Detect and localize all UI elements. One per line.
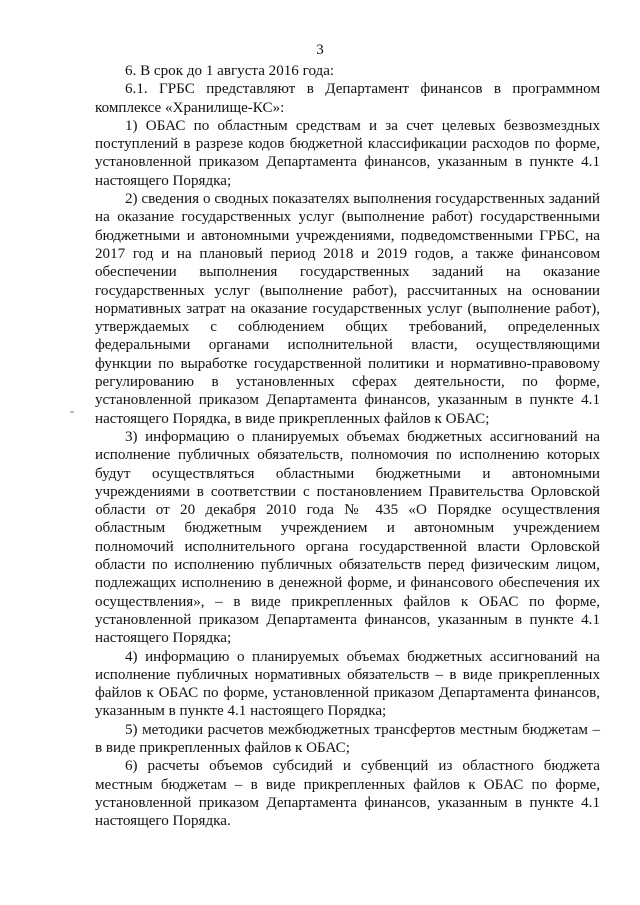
paragraph-deadline: 6. В срок до 1 августа 2016 года: (125, 63, 335, 79)
page-number: 3 (316, 42, 324, 58)
list-item-4: 4) информацию о планируемых объемах бюджетных ассигнований на исполнение публичных нормативных обязательств – в виде прикрепленных файлов к ОБАС по форме, установленной приказом Департамента финансов, указанным в пункте 4.1 настоящего Порядка; (95, 648, 600, 720)
list-item-1: 1) ОБАС по областным средствам и за счет целевых безвозмездных поступлений в разрезе кодов бюджетной классификации расходов по форме, установленной приказом Департамента финансов, указанным в пункте 4.1 настоящего Порядка; (95, 117, 600, 189)
list-item-6: 6) расчеты объемов субсидий и субвенций из областного бюджета местным бюджетам – в виде прикрепленных файлов к ОБАС по форме, установленной приказом Департамента финансов, указанным в пункте 4.1 настоящего Порядка. (95, 758, 600, 830)
margin-mark: - (70, 404, 74, 418)
list-item-3: 3) информацию о планируемых объемах бюджетных ассигнований на исполнение публичных обязательств, полномочия по исполнению которых будут осуществляться областными бюджетными и автономными учреждениями в соответствии с постановлением Правительства Орловской области от 20 декабря 2010 года № 435 «О Порядке осуществления областным бюджетным учреждением и автономным учреждением полномочий исполнительного органа государственной власти Орловской области по исполнению публичных обязательств перед физическим лицом, подлежащих исполнению в денежной форме, и финансового обеспечения их осуществления», – в виде прикрепленных файлов к ОБАС по форме, установленной приказом Департамента финансов, указанным в пункте 4.1 настоящего Порядка; (95, 428, 600, 647)
document-body (95, 62, 600, 830)
list-item-2: 2) сведения о сводных показателях выполнения государственных заданий на оказание государственных услуг (выполнение работ) государственными бюджетными и автономными учреждениями, подведомственными ГРБС, на 2017 год и на плановый период 2018 и 2019 годов, а также финансовом обеспечении выполнения государственных заданий на оказание государственных услуг (выполнение работ), рассчитанных на основании нормативных затрат на оказание государственных услуг (выполнение работ), утверждаемых с соблюдением общих требований, определенных федеральными органами исполнительной власти, осуществляющими функции по выработке государственной политики и нормативно-правовому регулированию в установленных сферах деятельности, по форме, установленной приказом Департамента финансов, указанным в пункте 4.1 настоящего Порядка, в виде прикрепленных файлов к ОБАС; (95, 191, 600, 427)
list-item-5: 5) методики расчетов межбюджетных трансфертов местным бюджетам – в виде прикрепленных файлов к ОБАС; (95, 721, 600, 756)
paragraph-6-1: 6.1. ГРБС представляют в Департамент финансов в программном комплексе «Хранилище-КС»: (95, 81, 600, 116)
